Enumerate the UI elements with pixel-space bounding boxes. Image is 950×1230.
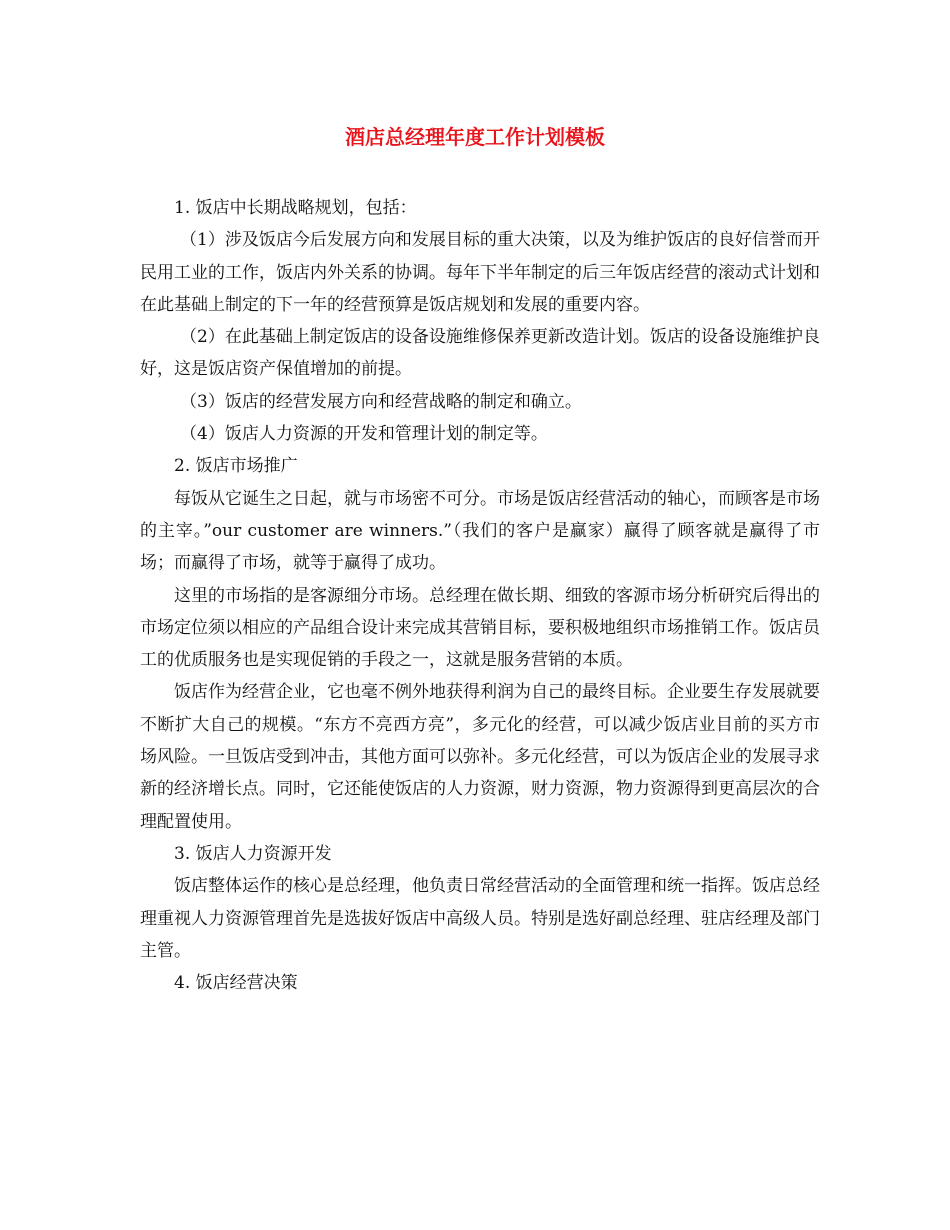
paragraph-2-1: 每饭从它诞生之日起，就与市场密不可分。市场是饭店经营活动的轴心，而顾客是市场的主宰。”our customer are winners.”（我们的客户是赢家）赢得了顾客就是赢得了市场；而赢得了市场，就等于赢得了成功。 [140, 488, 820, 574]
paragraph-1-1: （1）涉及饭店今后发展方向和发展目标的重大决策，以及为维护饭店的良好信誉而开民用工业的工作，饭店内外关系的协调。每年下半年制定的后三年饭店经营的滚动式计划和在此基础上制定的下一年的经营预算是饭店规划和发展的重要内容。 [140, 230, 820, 315]
paragraph-1-2: （2）在此基础上制定饭店的设备设施维修保养更新改造计划。饭店的设备设施维护良好，这是饭店资产保值增加的前提。 [140, 327, 820, 380]
paragraph-1-4: （4）饭店人力资源的开发和管理计划的制定等。 [180, 424, 548, 445]
paragraph-2-3: 饭店作为经营企业，它也毫不例外地获得利润为自己的最终目标。企业要生存发展就要不断扩大自己的规模。“东方不亮西方亮”，多元化的经营，可以减少饭店业目前的买方市场风险。一旦饭店受到冲击，其他方面可以弥补。多元化经营，可以为饭店企业的发展寻求新的经济增长点。同时，它还能使饭店的人力资源，财力资源，物力资源得到更高层次的合理配置使用。 [140, 682, 820, 832]
paragraph-2-2: 这里的市场指的是客源细分市场。总经理在做长期、细致的客源市场分析研究后得出的市场定位须以相应的产品组合设计来完成其营销目标，要积极地组织市场推销工作。饭店员工的优质服务也是实现促销的手段之一，这就是服务营销的本质。 [140, 585, 820, 671]
section-heading-4: 4. 饭店经营决策 [174, 973, 298, 994]
paragraph-3-1: 饭店整体运作的核心是总经理，他负责日常经营活动的全面管理和统一指挥。饭店总经理重视人力资源管理首先是选拔好饭店中高级人员。特别是选好副总经理、驻店经理及部门主管。 [140, 876, 820, 961]
document-body [140, 192, 820, 999]
page-title: 酒店总经理年度工作计划模板 [345, 125, 605, 149]
section-heading-3: 3. 饭店人力资源开发 [174, 843, 332, 864]
paragraph-1-3: （3）饭店的经营发展方向和经营战略的制定和确立。 [180, 391, 582, 412]
section-heading-2: 2. 饭店市场推广 [174, 456, 298, 477]
section-heading-1: 1. 饭店中长期战略规划，包括： [174, 198, 417, 218]
